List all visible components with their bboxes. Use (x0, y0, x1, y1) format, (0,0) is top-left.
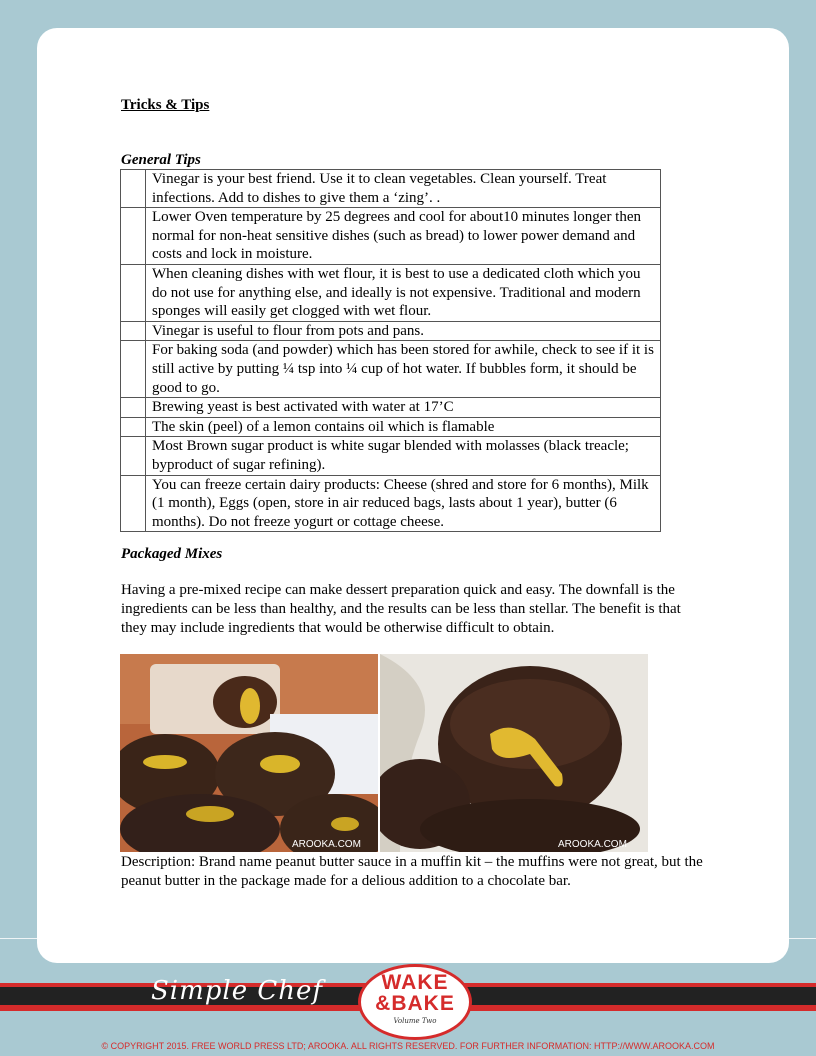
tip-cell: When cleaning dishes with wet flour, it is best to use a dedicated cloth which you do not use for anything else, and ideally is not expensive. Traditional and modern sponges will easily get clogged with wet flour. (146, 264, 661, 321)
row-marker-cell (121, 437, 146, 475)
tip-cell: The skin (peel) of a lemon contains oil which is flamable (146, 417, 661, 437)
wake-bake-logo (358, 964, 472, 1040)
copyright-notice: © COPYRIGHT 2015. FREE WORLD PRESS LTD; AROOKA. ALL RIGHTS RESERVED. FOR FURTHER INFORMATION: HTTP://WWW.AROOKA.COM (101, 1041, 715, 1051)
table-row (121, 475, 661, 532)
table-row (121, 170, 661, 208)
tip-cell: Vinegar is your best friend. Use it to clean vegetables. Clean yourself. Treat infections. Add to dishes to give them a ‘zing’. . (146, 170, 661, 208)
packaged-mixes-paragraph: Having a pre-mixed recipe can make dessert preparation quick and easy. The downfall is the ingredients can be less than healthy, and the results can be less than stellar. The benefit is that they may include ingredients that would be otherwise difficult to obtain. (121, 582, 681, 636)
table-row (121, 321, 661, 341)
table-row (121, 398, 661, 418)
row-marker-cell (121, 341, 146, 398)
photo-caption: Description: Brand name peanut butter sauce in a muffin kit – the muffins were not great, but the peanut butter in the package made for a delious addition to a chocolate bar. (121, 854, 703, 889)
tip-cell: For baking soda (and powder) which has been stored for awhile, check to see if it is still active by putting ¼ tsp into ¼ cup of hot water. If bubbles form, it should be good to go. (146, 341, 661, 398)
table-row (121, 341, 661, 398)
row-marker-cell (121, 208, 146, 265)
general-tips-heading: General Tips (121, 152, 201, 168)
tip-cell: You can freeze certain dairy products: Cheese (shred and store for 6 months), Milk (1 month), Eggs (open, store in air reduced bags, lasts about 1 year), butter (6 months). Do not freeze yogurt or cottage cheese. (146, 475, 661, 532)
row-marker-cell (121, 170, 146, 208)
logo-line1: WAKE (381, 971, 449, 994)
tip-cell: Most Brown sugar product is white sugar blended with molasses (black treacle; byproduct of sugar refining). (146, 437, 661, 475)
tip-cell: Lower Oven temperature by 25 degrees and cool for about10 minutes longer then normal for non-heat sensitive dishes (such as bread) to lower power demand and costs and lock in moisture. (146, 208, 661, 265)
row-marker-cell (121, 475, 146, 532)
muffin-photo-right (380, 654, 648, 852)
table-row (121, 417, 661, 437)
page-title: Tricks & Tips (121, 97, 210, 113)
tip-cell: Vinegar is useful to flour from pots and pans. (146, 321, 661, 341)
packaged-mixes-heading: Packaged Mixes (121, 546, 223, 562)
tips-table (120, 169, 661, 532)
muffins-photo-left (120, 654, 378, 852)
watermark-right: AROOKA.COM (558, 839, 627, 850)
brand-name: Simple Chef (151, 976, 324, 1006)
row-marker-cell (121, 264, 146, 321)
logo-line2: &BAKE (375, 992, 455, 1015)
divider (0, 938, 816, 939)
tip-cell: Brewing yeast is best activated with water at 17’C (146, 398, 661, 418)
table-row (121, 208, 661, 265)
watermark-left: AROOKA.COM (292, 839, 361, 850)
table-row (121, 264, 661, 321)
row-marker-cell (121, 398, 146, 418)
logo-subtitle: Volume Two (393, 1017, 437, 1025)
row-marker-cell (121, 321, 146, 341)
row-marker-cell (121, 417, 146, 437)
table-row (121, 437, 661, 475)
